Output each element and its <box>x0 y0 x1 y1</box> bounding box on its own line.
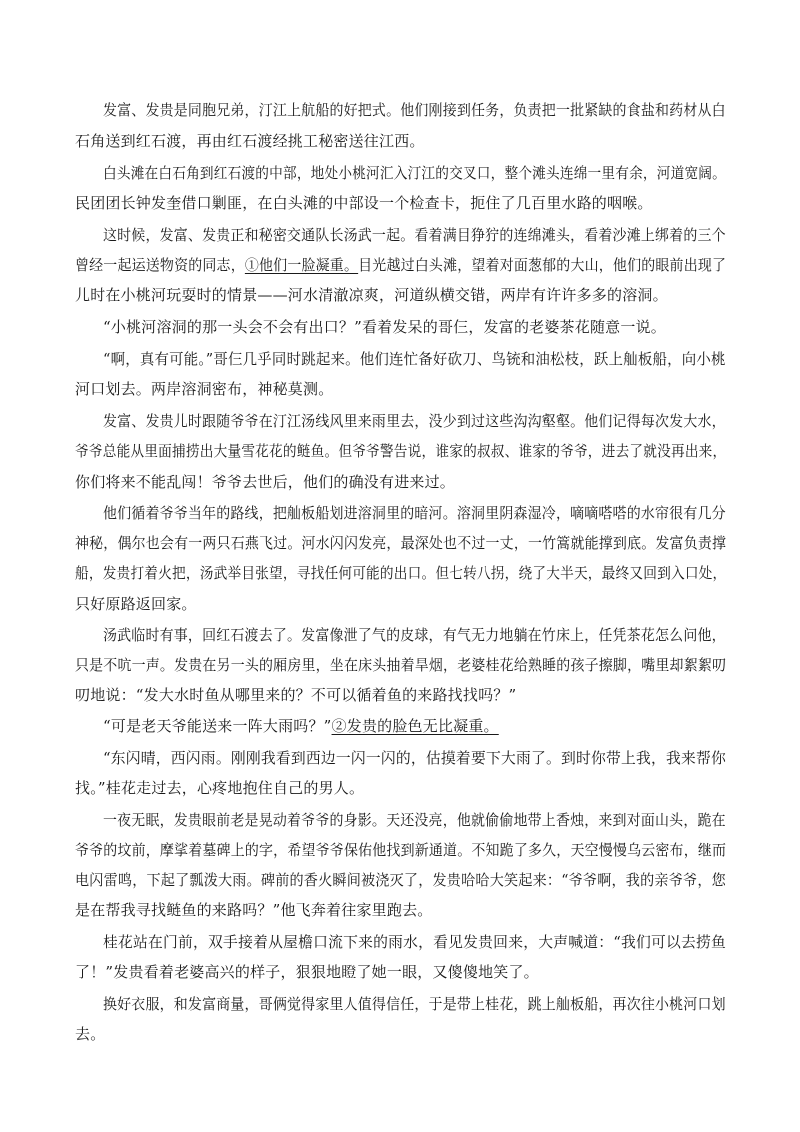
text-line: 民团团长钟发奎借口剿匪，在白头滩的中部设一个检查卡，扼住了几百里水路的咽喉。 <box>75 194 653 212</box>
line-pre: 曾经一起运送物资的同志， <box>75 256 245 274</box>
text-line: 只是不吭一声。发贵在另一头的厢房里，坐在床头抽着旱烟，老婆桂花给熟睡的孩子擦脚，嘴里却絮絮叨 <box>75 656 727 674</box>
text-line: 只好原路返回家。 <box>75 595 197 613</box>
text-line: 桂花站在门前，双手接着从屋檐口流下来的雨水，看见发贵回来，大声喊道：“我们可以去捞鱼 <box>103 933 727 951</box>
text-line: 换好衣服，和发富商量，哥俩觉得家里人值得信任，于是带上桂花，跳上舢板船，再次往小桃河口划 <box>103 995 726 1013</box>
text-line: 了！”发贵看着老婆高兴的样子，狠狠地瞪了她一眼，又傻傻地笑了。 <box>75 963 539 981</box>
text-line: “小桃河溶洞的那一头会不会有出口？”看着发呆的哥仨，发富的老婆茶花随意一说。 <box>103 318 666 336</box>
text-line: 白头滩在白石角到红石渡的中部，地处小桃河汇入汀江的交叉口，整个滩头连绵一里有余，河道宽阔。 <box>103 164 727 182</box>
text-line: 儿时在小桃河玩耍时的情景——河水清澈凉爽，河道纵横交错，两岸有许许多多的溶洞。 <box>75 286 668 304</box>
text-line-annotated <box>103 716 499 736</box>
text-line: 这时候，发富、发贵正和秘密交通队长汤武一起。看着满目狰狞的连绵滩头，看着沙滩上绑着的三个 <box>103 226 726 244</box>
text-line: 他们循着爷爷当年的路线，把舢板船划进溶洞里的暗河。溶洞里阴森湿冷，嘀嘀嗒嗒的水帘很有几分 <box>103 504 726 522</box>
text-line: 石角送到红石渡，再由红石渡经挑工秘密送往江西。 <box>75 132 425 150</box>
text-line: 去。 <box>75 1025 106 1043</box>
text-line: 叨地说：“发大水时鱼从哪里来的？不可以循着鱼的来路找找吗？” <box>75 686 517 704</box>
text-line: 爷爷的坟前，摩挲着墓碑上的字，希望爷爷保佑他找到新通道。不知跪了多久，天空慢慢乌云密布，继而 <box>75 841 727 859</box>
line-post: 目光越过白头滩，望着对面葱郁的大山，他们的眼前出现了 <box>358 256 727 274</box>
text-line: 发富、发贵儿时跟随爷爷在汀江汤线风里来雨里去，没少到过这些沟沟壑壑。他们记得每次发大水， <box>103 412 726 430</box>
text-line: 一夜无眠，发贵眼前老是晃动着爷爷的身影。天还没亮，他就偷偷地带上香烛，来到对面山头，跪在 <box>103 811 726 829</box>
text-line: “啊，真有可能。”哥仨几乎同时跳起来。他们连忙备好砍刀、鸟铳和油松枝，跃上舢板船，向小桃 <box>103 350 726 368</box>
line-pre: “可是老天爷能送来一阵大雨吗？” <box>103 717 332 735</box>
text-line: 爷爷总能从里面捕捞出大量雪花花的鲢鱼。但爷爷警告说，谁家的叔叔、谁家的爷爷，进去了就没再出来， <box>75 442 727 460</box>
text-line: 你们将来不能乱闯！爷爷去世后，他们的确没有进来过。 <box>75 473 456 491</box>
text-line: 电闪雷鸣，下起了瓢泼大雨。碑前的香火瞬间被浇灭了，发贵哈哈大笑起来：“爷爷啊，我的亲爷爷，您 <box>75 871 726 889</box>
text-line: 发富、发贵是同胞兄弟，汀江上航船的好把式。他们刚接到任务，负责把一批紧缺的食盐和药材从白 <box>103 101 726 119</box>
text-line: 找。”桂花走过去，心疼地抱住自己的男人。 <box>75 779 365 797</box>
text-line: “东闪晴，西闪雨。刚刚我看到西边一闪一闪的，估摸着要下大雨了。到时你带上我，我来帮你 <box>103 749 727 767</box>
text-line-annotated <box>75 255 726 275</box>
underlined-sentence-2: ②发贵的脸色无比凝重。 <box>331 717 499 735</box>
text-line: 船，发贵打着火把，汤武举目张望，寻找任何可能的出口。但七转八拐，绕了大半天，最终又回到入口处， <box>75 564 727 582</box>
text-line: 河口划去。两岸溶洞密布，神秘莫测。 <box>75 380 334 398</box>
text-line: 是在帮我寻找鲢鱼的来路吗？”他飞奔着往家里跑去。 <box>75 901 433 919</box>
text-line: 神秘，偶尔也会有一两只石燕飞过。河水闪闪发亮，最深处也不过一丈，一竹篙就能撑到底。发富负责撑 <box>75 534 727 552</box>
text-line: 汤武临时有事，回红石渡去了。发富像泄了气的皮球，有气无力地躺在竹床上，任凭茶花怎么问他， <box>103 626 726 644</box>
underlined-sentence-1: ①他们一脸凝重。 <box>244 256 359 274</box>
